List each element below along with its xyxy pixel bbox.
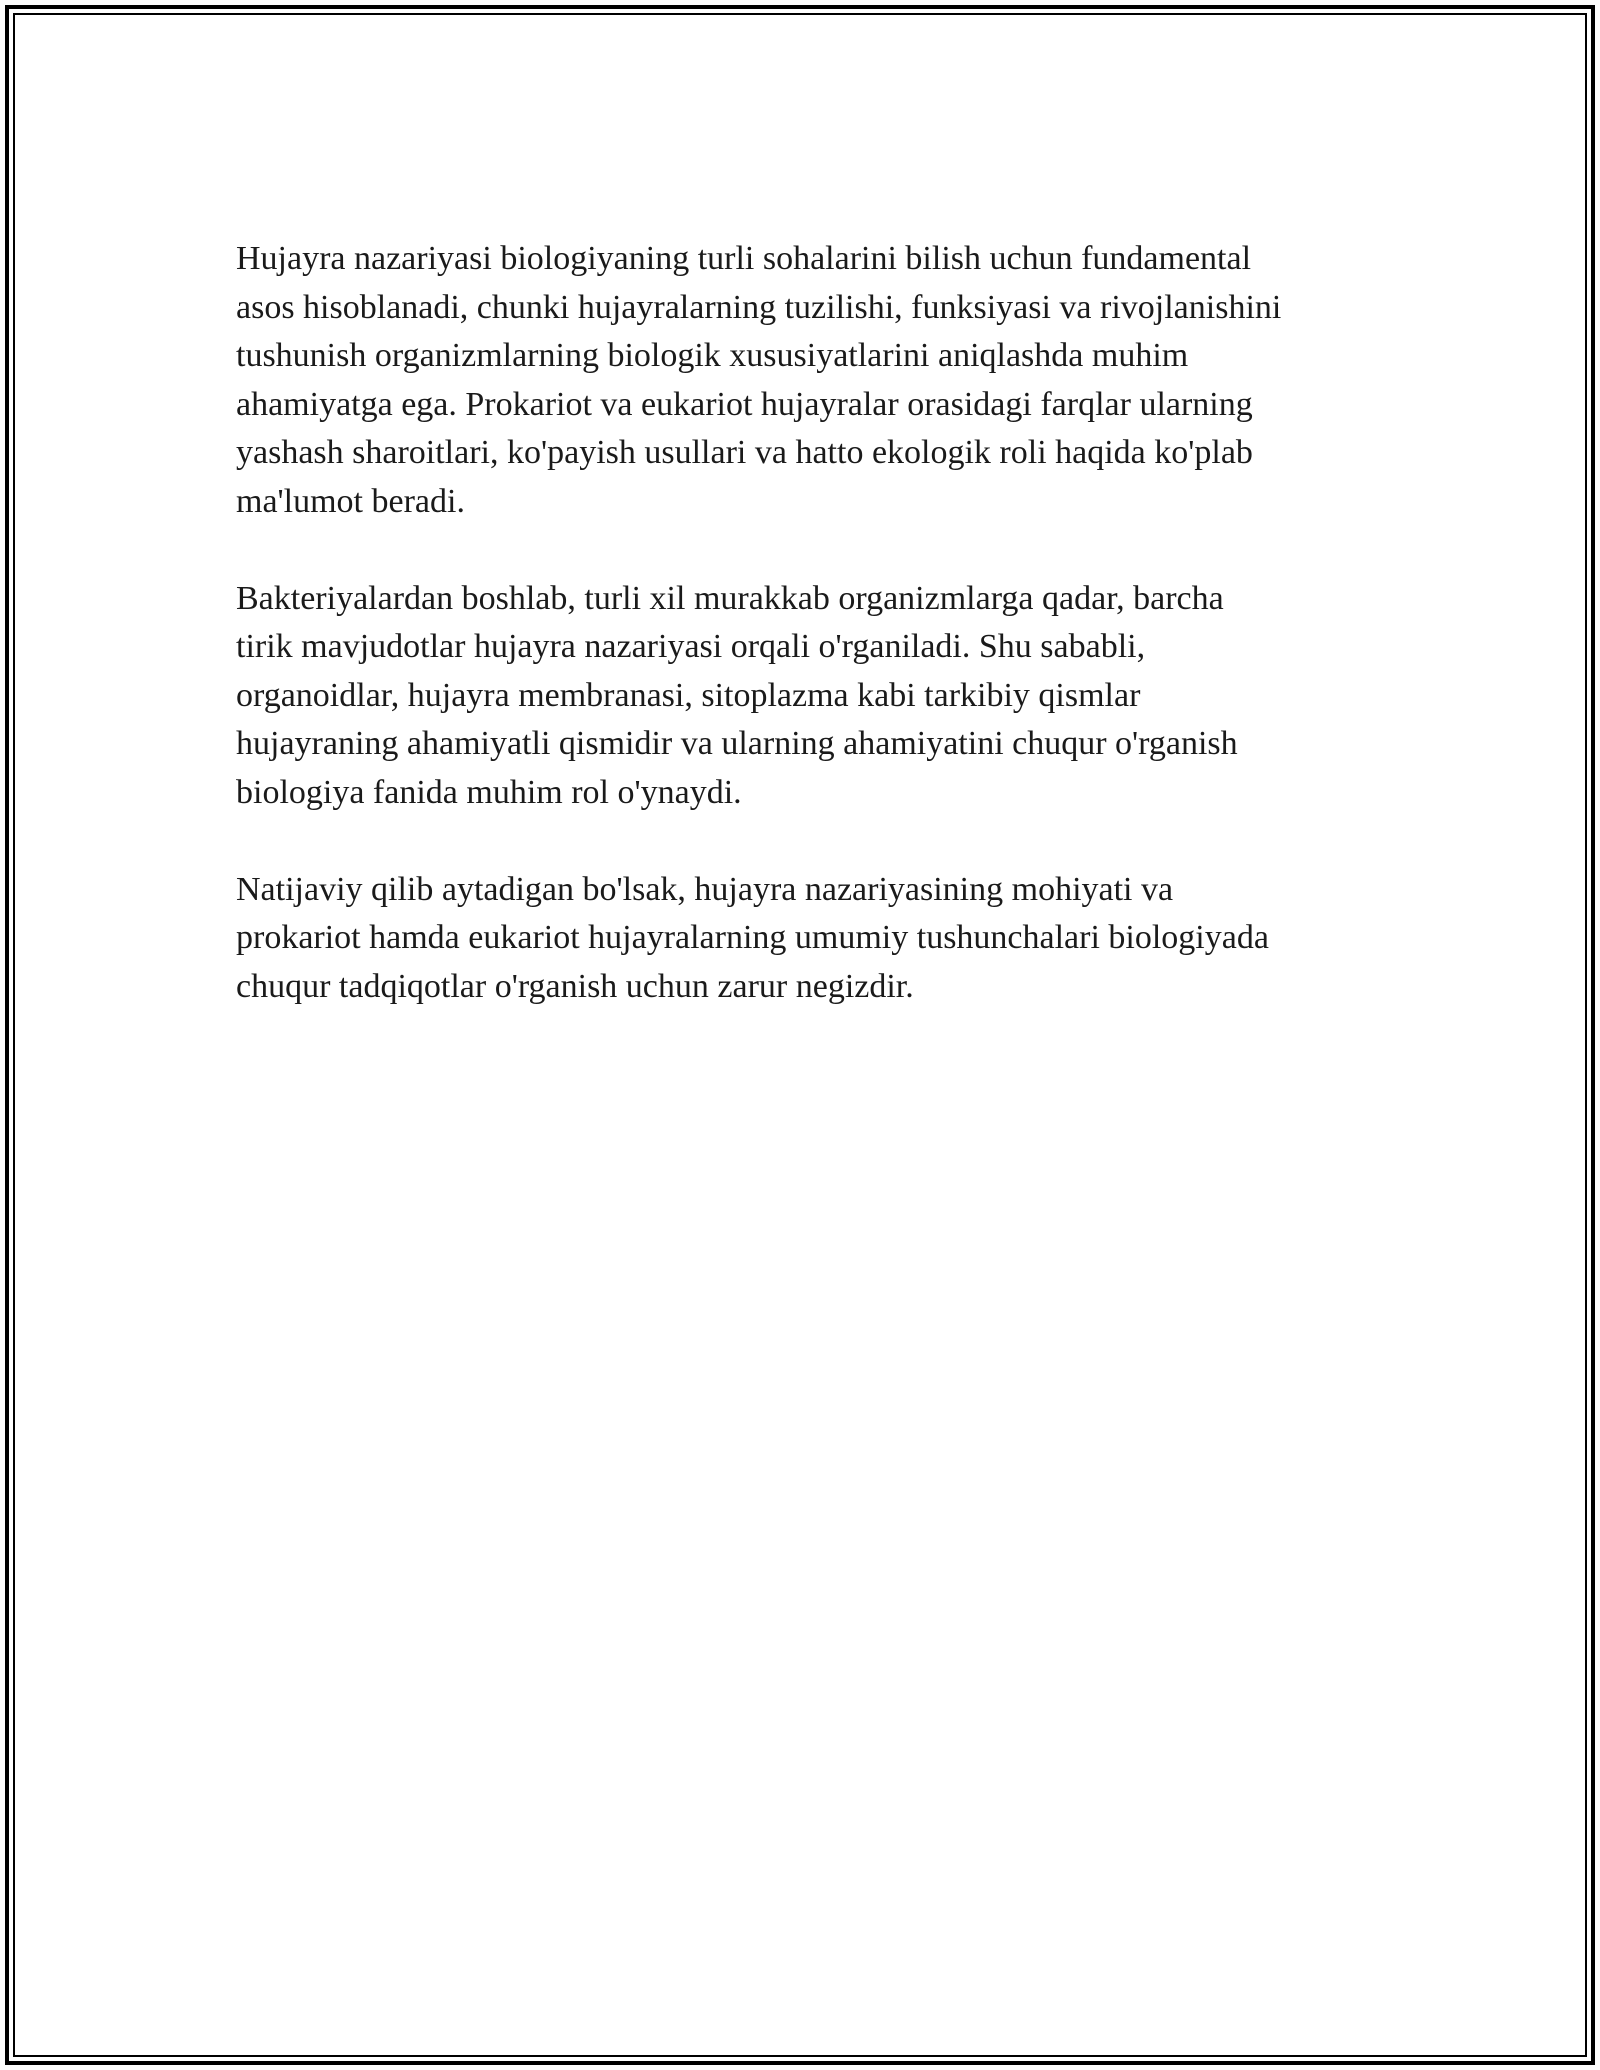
paragraph-2 [236,575,1376,818]
text-line: yashash sharoitlari, ko'payish usullari va hatto ekologik roli haqida ko'plab [236,434,1253,471]
text-line: biologiya fanida muhim rol o'ynaydi. [236,773,742,811]
paragraph-1 [236,235,1376,526]
text-line: Natijaviy qilib aytadigan bo'lsak, hujayra nazariyasining mohiyati va [236,870,1174,908]
document-body [236,235,1376,1060]
text-line: chuqur tadqiqotlar o'rganish uchun zarur negizdir. [236,967,914,1005]
paragraph-3 [236,866,1376,1012]
text-line: organoidlar, hujayra membranasi, sitoplazma kabi tarkibiy qismlar [236,676,1141,714]
text-line: hujayraning ahamiyatli qismidir va ularning ahamiyatini chuqur o'rganish [236,725,1238,762]
text-line: ma'lumot beradi. [236,482,465,520]
text-line: asos hisoblanadi, chunki hujayralarning tuzilishi, funksiyasi va rivojlanishini [236,288,1282,326]
text-line: Bakteriyalardan boshlab, turli xil murakkab organizmlarga qadar, barcha [236,579,1224,617]
text-line: Hujayra nazariyasi biologiyaning turli sohalarini bilish uchun fundamental [236,240,1252,277]
text-line: tirik mavjudotlar hujayra nazariyasi orqali o'rganiladi. Shu sababli, [236,628,1146,665]
text-line: prokariot hamda eukariot hujayralarning umumiy tushunchalari biologiyada [236,919,1269,956]
text-line: ahamiyatga ega. Prokariot va eukariot hujayralar orasidagi farqlar ularning [236,385,1253,423]
text-line: tushunish organizmlarning biologik xususiyatlarini aniqlashda muhim [236,337,1189,374]
